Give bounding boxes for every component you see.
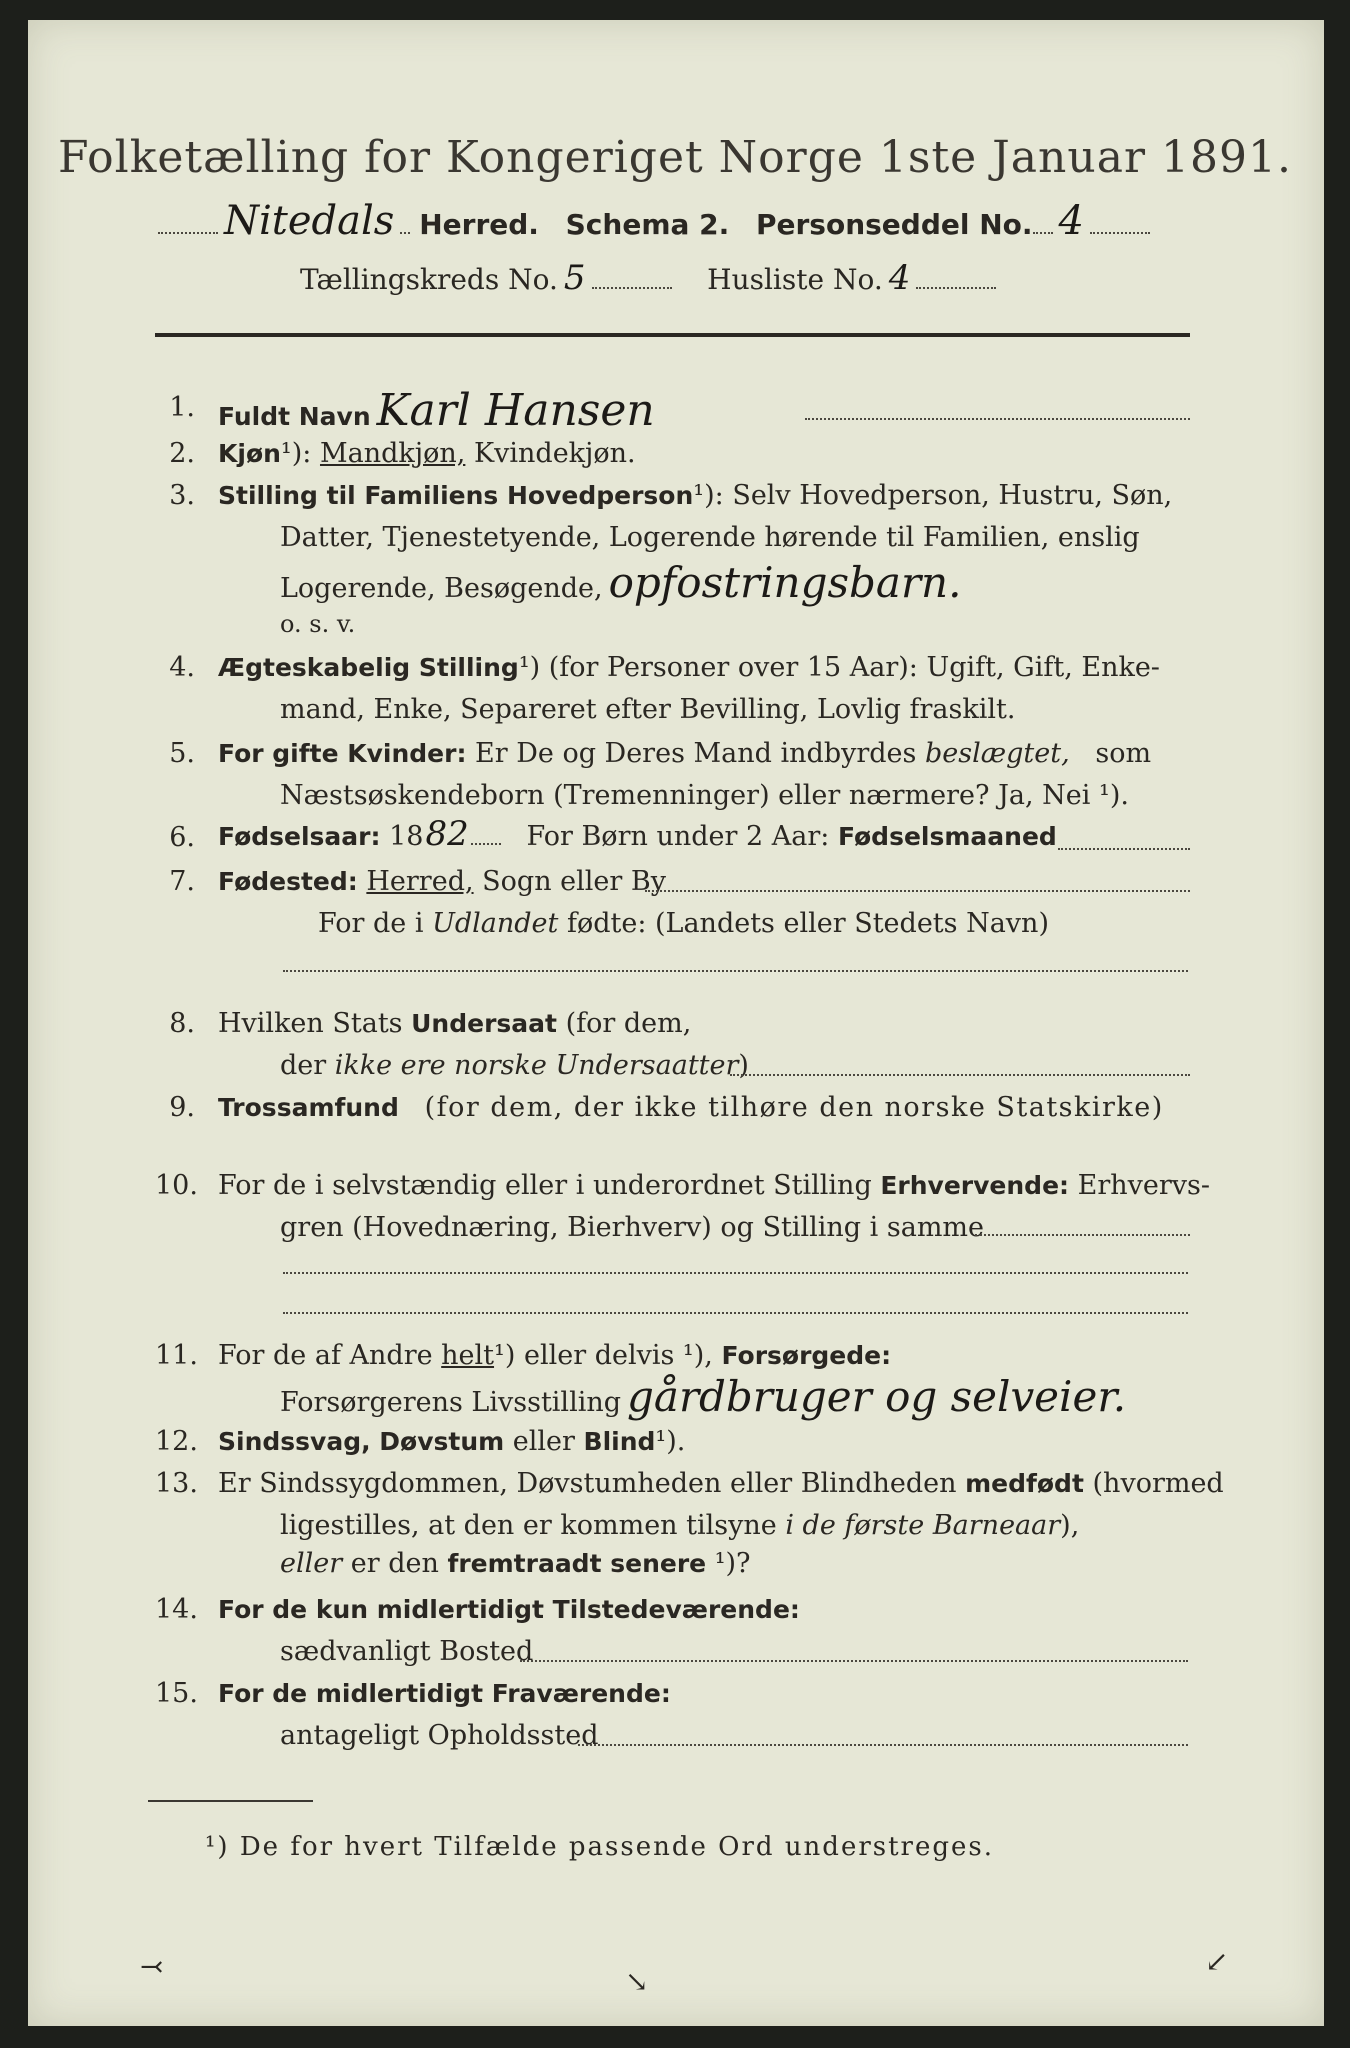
q10-fill-line-2 bbox=[283, 1272, 1188, 1274]
q1-label: Fuldt Navn bbox=[218, 402, 371, 431]
q6-number: 6. bbox=[169, 822, 195, 853]
q4-number: 4. bbox=[169, 652, 195, 683]
personseddel-label: Personseddel No. bbox=[755, 208, 1033, 241]
q12-number: 12. bbox=[155, 1426, 198, 1457]
corner-mark-center: ↘ bbox=[625, 1965, 649, 1998]
kreds-value: 5 bbox=[563, 258, 586, 298]
q7-line-2: For de i Udlandet fødte: (Landets eller Stedets Navn) bbox=[318, 908, 1049, 939]
q6-fill-line bbox=[1058, 848, 1190, 850]
q15-label: For de midlertidigt Fraværende: bbox=[218, 1679, 671, 1708]
q14-line-2: sædvanligt Bosted bbox=[280, 1636, 534, 1667]
q3-line-2: Datter, Tjenestetyende, Logerende hørende til Familien, enslig bbox=[280, 522, 1140, 553]
q11-line-1: For de af Andre helt¹) eller delvis ¹), Forsørgede: bbox=[218, 1340, 892, 1371]
q13-line-3: eller er den fremtraadt senere ¹)? bbox=[280, 1548, 751, 1579]
q8-number: 8. bbox=[169, 1008, 195, 1039]
q2-option-kvindekjon: Kvindekjøn. bbox=[473, 438, 636, 469]
q4-line-1: Ægteskabelig Stilling¹) (for Personer over 15 Aar): Ugift, Gift, Enke- bbox=[218, 652, 1160, 683]
q11-option-helt: helt bbox=[441, 1340, 495, 1371]
q13-line-2: ligestilles, at den er kommen tilsyne i de første Barneaar), bbox=[280, 1510, 1080, 1541]
q11-line-2: Forsørgerens Livsstilling gårdbruger og selveier. bbox=[280, 1372, 1132, 1421]
header-row-herred bbox=[158, 198, 1150, 244]
q4-line-2: mand, Enke, Separeret efter Bevilling, Lovlig fraskilt. bbox=[280, 694, 1016, 725]
q6-label-month: Fødselsmaaned bbox=[837, 822, 1057, 851]
q6-year-value: 82 bbox=[425, 814, 469, 854]
q2-label: Kjøn bbox=[218, 439, 281, 468]
q3-number: 3. bbox=[169, 480, 195, 511]
q7-number: 7. bbox=[169, 866, 195, 897]
q13-line-1: Er Sindssygdommen, Døvstumheden eller Blindheden medfødt (hvormed bbox=[218, 1468, 1224, 1499]
q9-number: 9. bbox=[169, 1092, 195, 1123]
q15-line-2: antageligt Opholdssted bbox=[280, 1720, 599, 1751]
herred-value: Nitedals bbox=[224, 198, 395, 244]
q10-line-1: For de i selvstændig eller i underordnet Stilling Erhvervende: Erhvervs- bbox=[218, 1170, 1211, 1201]
q14-label: For de kun midlertidigt Tilstedeværende: bbox=[218, 1595, 800, 1624]
q14-line-1 bbox=[218, 1594, 800, 1625]
q14-number: 14. bbox=[155, 1594, 198, 1625]
personseddel-value: 4 bbox=[1058, 198, 1084, 244]
q5-number: 5. bbox=[169, 738, 195, 769]
q7-option-herred: Herred, bbox=[366, 866, 474, 897]
q3-stilling-value: opfostringsbarn. bbox=[608, 558, 962, 607]
q2-line: Kjøn¹): Mandkjøn, Kvindekjøn. bbox=[218, 438, 636, 469]
q3-line-1: Stilling til Familiens Hovedperson¹): Selv Hovedperson, Hustru, Søn, bbox=[218, 480, 1173, 511]
q13-number: 13. bbox=[155, 1468, 198, 1499]
form-title: Folketælling for Kongeriget Norge 1ste Januar 1891. bbox=[58, 132, 1292, 183]
q1-fill-line bbox=[805, 418, 1190, 420]
corner-mark-left: ⤙ bbox=[140, 1950, 164, 1983]
schema-label: Schema 2. bbox=[565, 208, 730, 241]
q5-line-1: For gifte Kvinder: Er De og Deres Mand indbyrdes beslægtet, som bbox=[218, 738, 1152, 769]
q12-line: Sindssvag, Døvstum eller Blind¹). bbox=[218, 1426, 686, 1457]
q2-number: 2. bbox=[169, 438, 195, 469]
q15-line-1 bbox=[218, 1678, 671, 1709]
q2-option-mandkjon: Mandkjøn, bbox=[319, 438, 466, 469]
header-divider bbox=[155, 333, 1190, 337]
q1-number: 1. bbox=[169, 392, 195, 423]
q6-line: Fødselsaar: 1882 For Børn under 2 Aar: Fødselsmaaned bbox=[218, 814, 1057, 854]
q8-line-1: Hvilken Stats Undersaat (for dem, bbox=[218, 1008, 692, 1039]
q7-fill-line-2 bbox=[283, 970, 1188, 972]
q6-label: Fødselsaar: bbox=[218, 822, 381, 851]
q11-number: 11. bbox=[155, 1340, 198, 1371]
header-row-kreds bbox=[300, 258, 996, 298]
q7-label: Fødested: bbox=[218, 867, 358, 896]
footnote-divider bbox=[148, 1800, 313, 1802]
q10-line-2: gren (Hovednæring, Bierhverv) og Stilling i samme bbox=[280, 1212, 985, 1243]
q10-fill-line bbox=[975, 1234, 1190, 1236]
kreds-label: Tællingskreds No. bbox=[300, 263, 558, 296]
q8-line-2: der ikke ere norske Undersaatter) bbox=[280, 1050, 749, 1081]
husliste-value: 4 bbox=[888, 258, 911, 298]
q3-line-4: o. s. v. bbox=[280, 610, 356, 638]
q1-line bbox=[218, 385, 661, 436]
q15-fill-line bbox=[578, 1744, 1188, 1746]
q8-fill-line bbox=[730, 1074, 1190, 1076]
q3-label: Stilling til Familiens Hovedperson bbox=[218, 481, 694, 510]
q5-label: For gifte Kvinder: bbox=[218, 739, 467, 768]
q1-name-value: Karl Hansen bbox=[376, 385, 655, 436]
husliste-label: Husliste No. bbox=[707, 263, 883, 296]
herred-label: Herred. bbox=[419, 208, 539, 241]
q5-line-2: Næstsøskendeborn (Tremenninger) eller nærmere? Ja, Nei ¹). bbox=[280, 780, 1129, 811]
q10-number: 10. bbox=[155, 1170, 198, 1201]
q11-livsstilling-value: gårdbruger og selveier. bbox=[627, 1372, 1127, 1421]
q9-label: Trossamfund bbox=[218, 1093, 399, 1122]
q7-fill-line bbox=[645, 890, 1190, 892]
q7-line-1: Fødested: Herred, Sogn eller By bbox=[218, 866, 666, 897]
footnote: ¹) De for hvert Tilfælde passende Ord understreges. bbox=[205, 1832, 995, 1862]
q3-line-3: Logerende, Besøgende, opfostringsbarn. bbox=[280, 558, 967, 607]
q10-fill-line-3 bbox=[283, 1312, 1188, 1314]
q4-label: Ægteskabelig Stilling bbox=[218, 653, 519, 682]
q9-line: Trossamfund (for dem, der ikke tilhøre den norske Statskirke) bbox=[218, 1092, 1164, 1123]
q15-number: 15. bbox=[155, 1678, 198, 1709]
corner-mark-right: ↙ bbox=[1205, 1945, 1229, 1978]
q14-fill-line bbox=[520, 1660, 1188, 1662]
